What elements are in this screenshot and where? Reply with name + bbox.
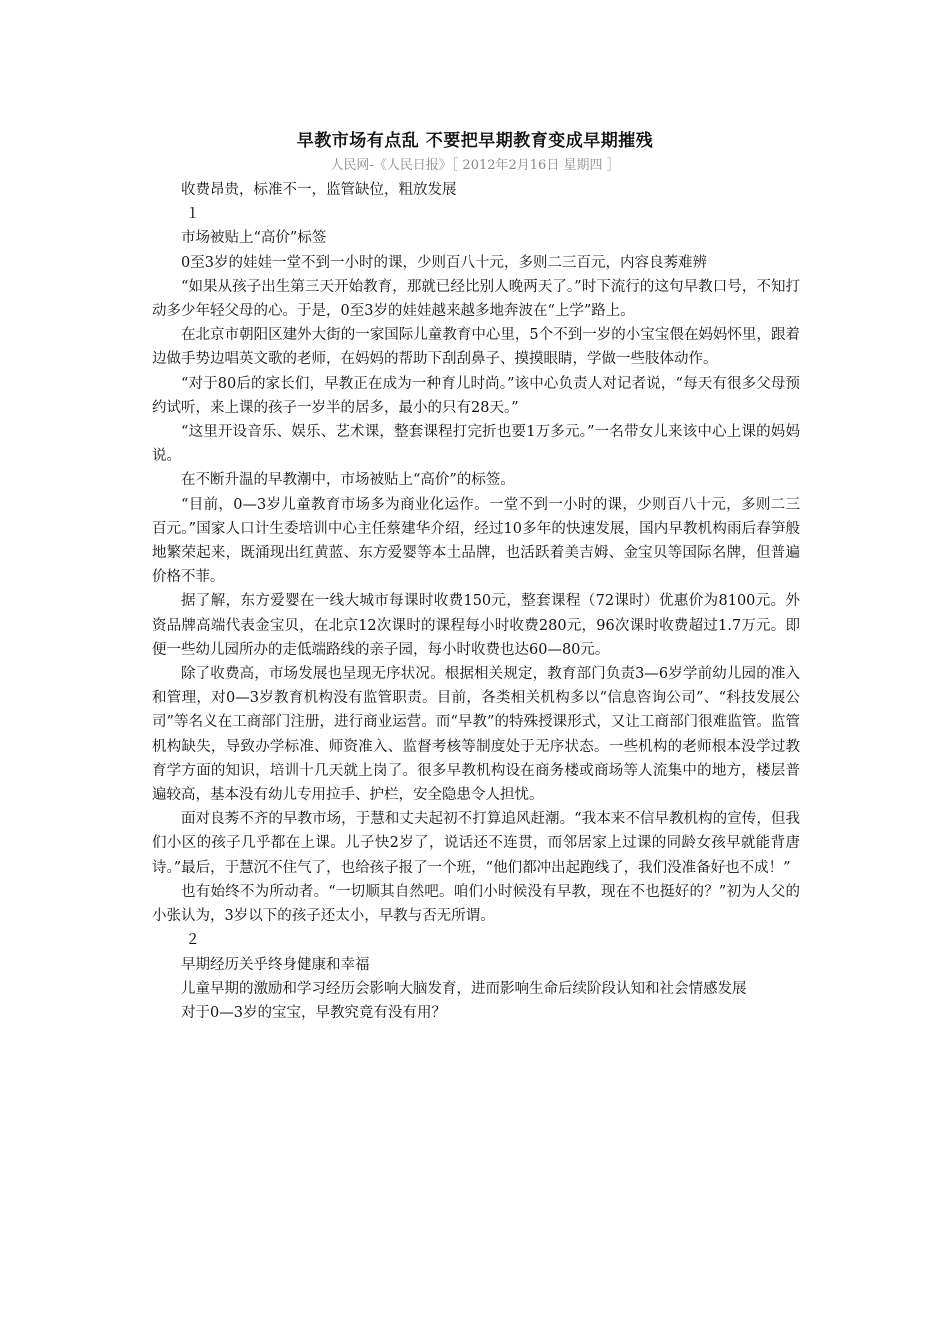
section-subheading: 儿童早期的激励和学习经历会影响大脑发育，进而影响生命后续阶段认知和社会情感发展: [181, 980, 747, 997]
body-paragraph: “目前，0—3岁儿童教育市场多为商业化运作。一堂不到一小时的课，少则百八十元，多则二三百元。”国家人口计生委培训中心主任蔡建华介绍，经过10多年的快速发展，国内早教机构雨后春笋般地繁荣起来，既涌现出红黄蓝、东方爱婴等本土品牌，也活跃着美吉姆、金宝贝等国际名牌，但普遍价格不菲。: [152, 496, 800, 586]
section-number: ２: [185, 932, 200, 949]
article-subtitle: 收费昂贵，标准不一，监管缺位，粗放发展: [181, 182, 457, 198]
body-paragraph: “这里开设音乐、娱乐、艺术课，整套课程打完折也要1万多元。”一名带女儿来该中心上课的妈妈说。: [152, 424, 800, 465]
section-heading: 早期经历关乎终身健康和幸福: [181, 956, 370, 973]
article-body: [152, 178, 800, 1025]
body-paragraph: 据了解，东方爱婴在一线大城市每课时收费150元，整套课程（72课时）优惠价为8100元。外资品牌高端代表金宝贝，在北京12次课时的课程每小时收费280元，96次课时收费超过1.7万元。即便一些幼儿园所办的走低端路线的亲子园，每小时收费也达60—80元。: [152, 593, 800, 658]
body-paragraph: “如果从孩子出生第三天开始教育，那就已经比别人晚两天了。”时下流行的这句早教口号，不知打动多少年轻父母的心。于是，0至3岁的娃娃越来越多地奔波在“上学”路上。: [152, 278, 800, 320]
article-title: 早教市场有点乱 不要把早期教育变成早期摧残: [296, 131, 654, 151]
section-heading: 市场被贴上“高价”标签: [181, 230, 327, 247]
body-paragraph: “对于80后的家长们，早教正在成为一种育儿时尚。”该中心负责人对记者说，“每天有很多父母预约试听，来上课的孩子一岁半的居多，最小的只有28天。”: [152, 375, 800, 416]
body-paragraph: 也有始终不为所动者。“一切顺其自然吧。咱们小时候没有早教，现在不也挺好的？”初为人父的小张认为，3岁以下的孩子还太小，早教与否无所谓。: [152, 883, 800, 925]
section-subheading: 0至3岁的娃娃一堂不到一小时的课，少则百八十元，多则二三百元，内容良莠难辨: [181, 254, 707, 271]
body-paragraph: 除了收费高，市场发展也呈现无序状况。根据相关规定，教育部门负责3—6岁学前幼儿园的准入和管理，对0—3岁教育机构没有监管职责。目前，各类相关机构多以“信息咨询公司”、“科技发展公司”等名义在工商部门注册，进行商业运营。而“早教”的特殊授课形式，又让工商部门很难监管。监管机构缺失，导致办学标准、师资准入、监督考核等制度处于无序状态。一些机构的老师根本没学过教育学方面的知识，培训十几天就上岗了。很多早教机构设在商务楼或商场等人流集中的地方，楼层普遍较高，基本没有幼儿专用拉手、护栏，安全隐患令人担忧。: [152, 666, 800, 804]
body-paragraph: 在北京市朝阳区建外大街的一家国际儿童教育中心里，5个不到一岁的小宝宝偎在妈妈怀里，跟着边做手势边唱英文歌的老师，在妈妈的帮助下刮刮鼻子、摸摸眼睛，学做一些肢体动作。: [152, 327, 800, 368]
body-paragraph: 面对良莠不齐的早教市场，于慧和丈夫起初不打算追风赶潮。“我本来不信早教机构的宣传，但我们小区的孩子几乎都在上课。儿子快2岁了，说话还不连贯，而邻居家上过课的同龄女孩早就能背唐诗。”最后，于慧沉不住气了，也给孩子报了一个班，“他们都冲出起跑线了，我们没准备好也不成！”: [152, 811, 800, 876]
body-paragraph: 对于0—3岁的宝宝，早教究竟有没有用？: [181, 1004, 446, 1021]
article-byline: 人民网-《人民日报》［ 2012年2月16日 星期四 ］: [330, 158, 620, 173]
body-paragraph: 在不断升温的早教潮中，市场被贴上“高价”的标签。: [181, 472, 515, 489]
section-number: １: [185, 206, 200, 223]
